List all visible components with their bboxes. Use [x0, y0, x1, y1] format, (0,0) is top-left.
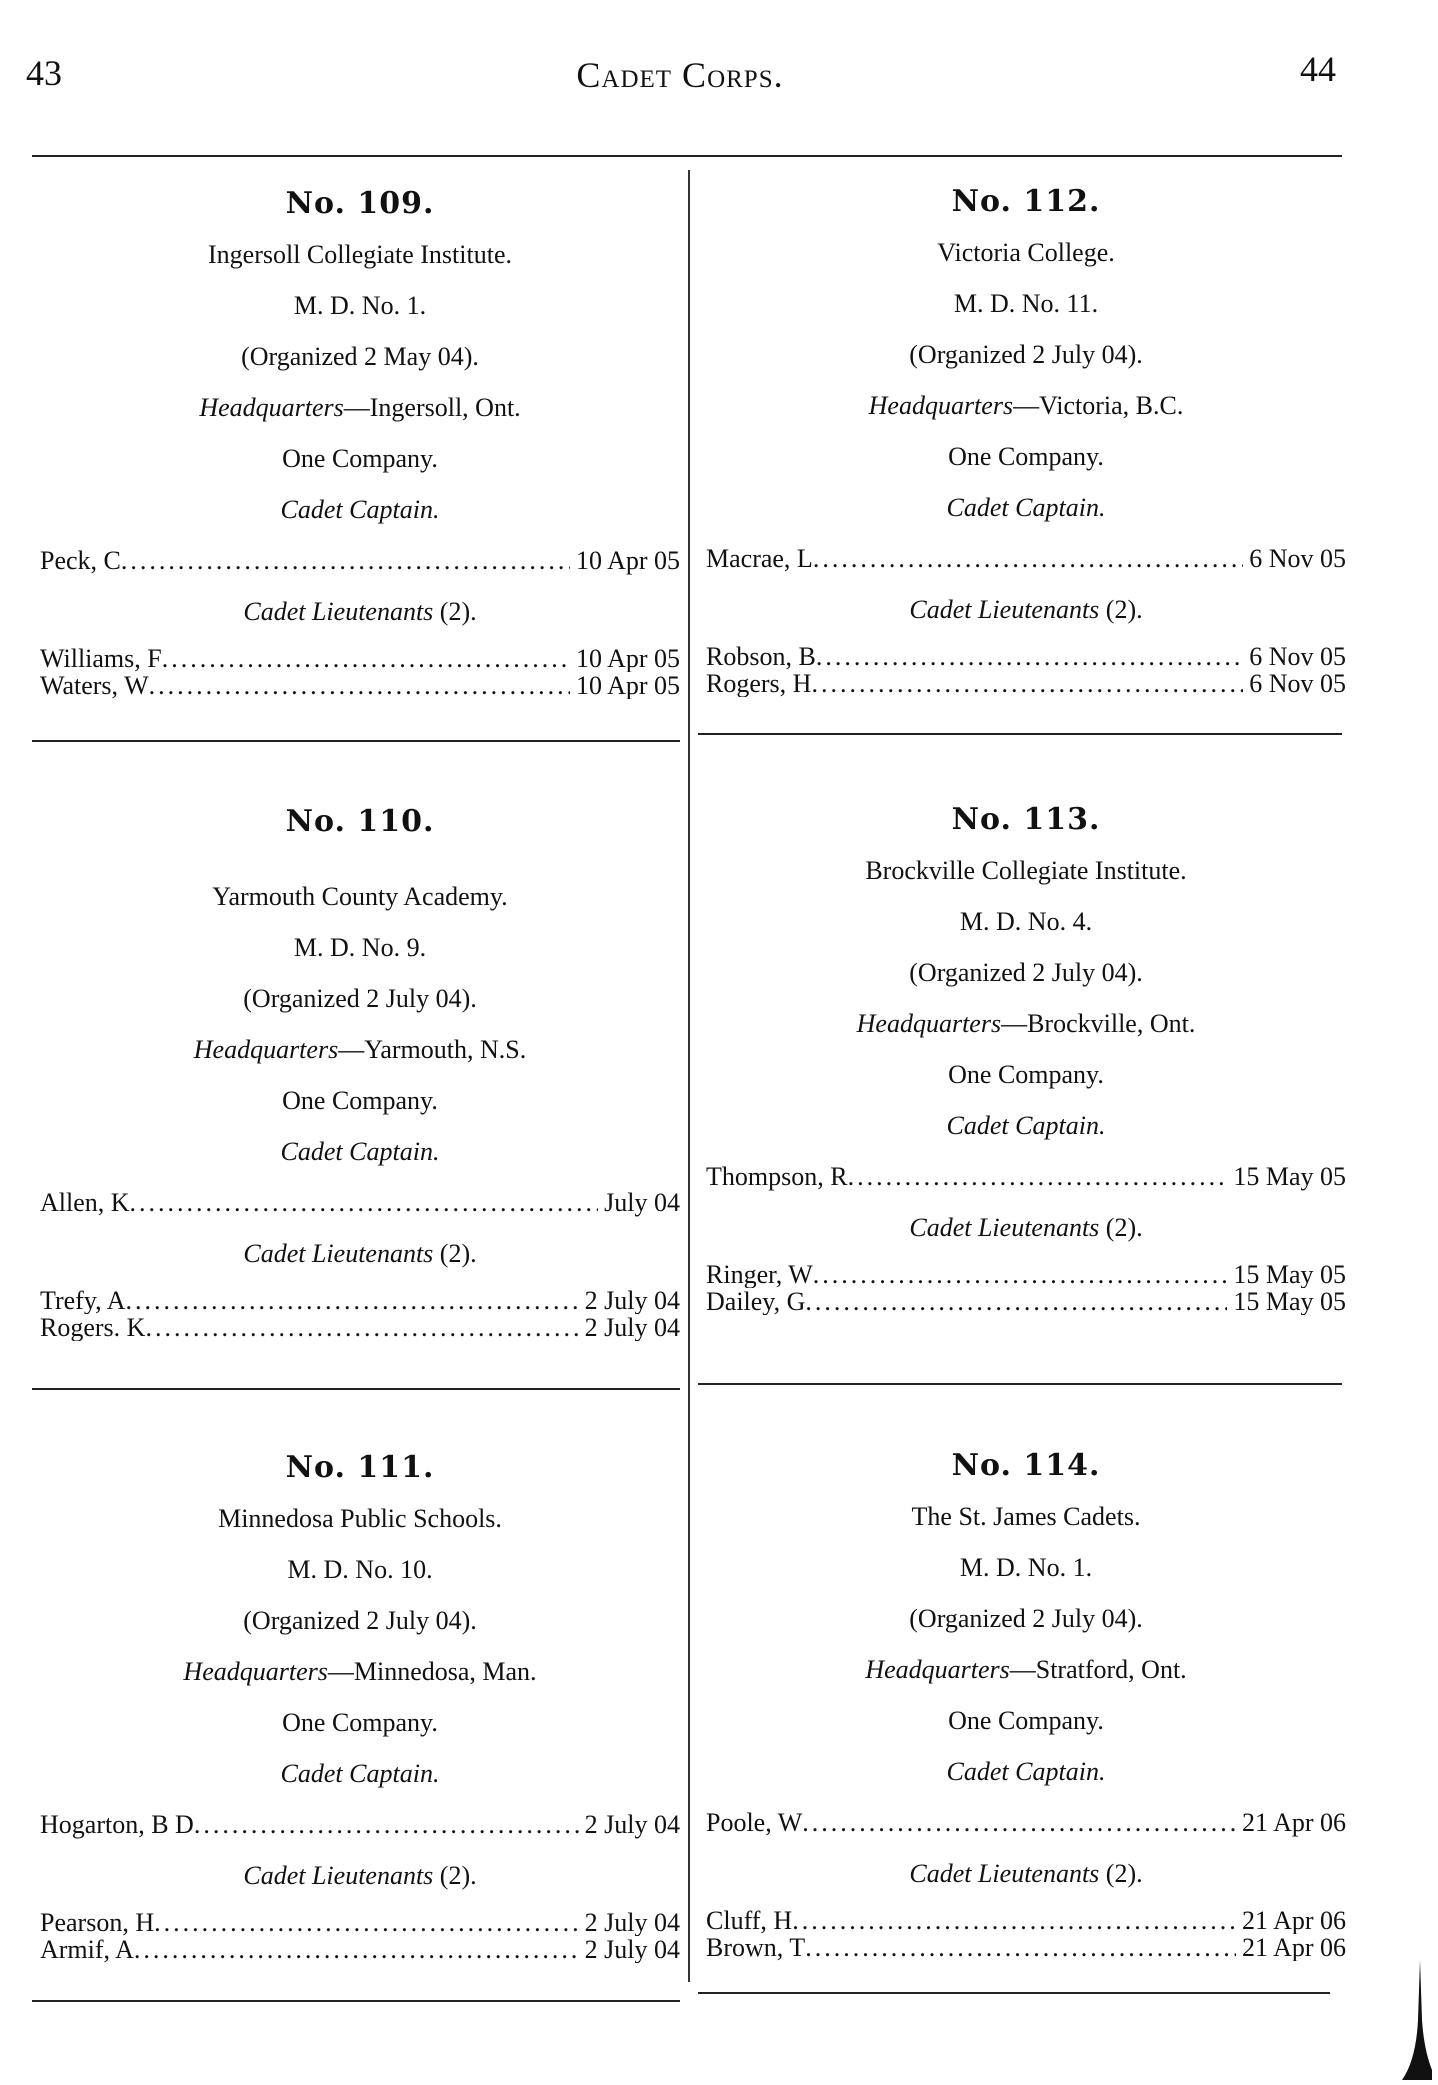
lieutenant-row	[706, 1288, 1346, 1315]
lieutenants-count: (2).	[1105, 1859, 1143, 1888]
companies: One Company.	[948, 1706, 1104, 1735]
entry-separator	[698, 733, 1342, 735]
dot-leader	[802, 1797, 1236, 1848]
lieutenants-heading-label: Cadet Lieutenants	[243, 1861, 434, 1890]
school-name: Yarmouth County Academy.	[212, 882, 508, 911]
lieutenants-count: (2).	[439, 1861, 477, 1890]
headquarters-label: Headquarters	[856, 1009, 1002, 1038]
school-name: Ingersoll Collegiate Institute.	[208, 240, 512, 269]
dot-leader	[149, 672, 570, 699]
dot-leader	[125, 1287, 578, 1314]
entry-number: No. 114.	[951, 1448, 1101, 1483]
organized-date: (Organized 2 July 04).	[909, 340, 1143, 369]
entry-number: No. 112.	[951, 184, 1101, 219]
lieutenants-heading-label: Cadet Lieutenants	[909, 595, 1100, 624]
headquarters-value: —Minnedosa, Man.	[327, 1657, 537, 1686]
captain-row	[40, 535, 680, 586]
military-district: M. D. No. 10.	[287, 1555, 433, 1584]
captain-row	[706, 533, 1346, 584]
officer-name: Macrae, L	[706, 544, 813, 573]
officer-name: Poole, W	[706, 1808, 803, 1837]
captain-heading: Cadet Captain.	[280, 1759, 440, 1788]
lieutenant-row	[40, 672, 680, 699]
appointment-date: 21 Apr 06	[1242, 1934, 1346, 1961]
lieutenants-heading	[706, 1202, 1346, 1253]
captain-heading: Cadet Captain.	[946, 1111, 1106, 1140]
page-header	[0, 0, 1438, 140]
officer-name: Hogarton, B D	[40, 1810, 194, 1839]
headquarters	[40, 1646, 680, 1697]
companies: One Company.	[282, 444, 438, 473]
lieutenant-row	[40, 1936, 680, 1963]
lieutenants-heading	[40, 586, 680, 637]
headquarters	[706, 380, 1346, 431]
dot-leader	[848, 1151, 1228, 1202]
corps-entry	[40, 1442, 680, 1963]
headquarters-label: Headquarters	[199, 393, 344, 422]
headquarters-label: Headquarters	[868, 391, 1014, 420]
entry-number: No. 113.	[951, 802, 1101, 837]
companies: One Company.	[282, 1708, 438, 1737]
dot-leader	[145, 1314, 578, 1341]
officer-name: Rogers, H	[706, 670, 812, 697]
military-district: M. D. No. 4.	[959, 907, 1093, 936]
dot-leader	[792, 1907, 1236, 1934]
appointment-date: 15 May 05	[1233, 1261, 1346, 1288]
entry-number: No. 111.	[285, 1450, 435, 1485]
lieutenants-heading	[706, 1848, 1346, 1899]
officer-name: Rogers. K	[40, 1314, 146, 1341]
entry-separator	[698, 1992, 1330, 1994]
officer-name: Pearson, H	[40, 1909, 155, 1936]
appointment-date: 21 Apr 06	[1242, 1907, 1346, 1934]
captain-heading: Cadet Captain.	[280, 1137, 440, 1166]
appointment-date: 6 Nov 05	[1249, 643, 1346, 670]
corps-entry	[40, 796, 680, 1341]
entry-separator	[32, 1388, 680, 1390]
column-divider	[688, 170, 690, 1982]
appointment-date: 6 Nov 05	[1249, 544, 1346, 573]
appointment-date: 2 July 04	[584, 1287, 680, 1314]
corps-entry	[706, 794, 1346, 1315]
running-title: Cadet Corps.	[576, 55, 784, 95]
headquarters-value: —Ingersoll, Ont.	[343, 393, 521, 422]
entry-number: No. 110.	[285, 804, 435, 839]
appointment-date: 15 May 05	[1233, 1288, 1346, 1315]
officer-name: Brown, T	[706, 1934, 806, 1961]
entry-separator	[32, 740, 680, 742]
dot-leader	[134, 1936, 579, 1963]
headquarters-value: —Stratford, Ont.	[1009, 1655, 1187, 1684]
lieutenants-count: (2).	[439, 597, 477, 626]
headquarters	[706, 1644, 1346, 1695]
lieutenant-row	[40, 645, 680, 672]
appointment-date: 2 July 04	[584, 1314, 680, 1341]
captain-heading: Cadet Captain.	[946, 493, 1106, 522]
officer-name: Cluff, H	[706, 1907, 793, 1934]
headquarters	[40, 1024, 680, 1075]
dot-leader	[811, 670, 1243, 697]
school-name: Brockville Collegiate Institute.	[865, 856, 1187, 885]
dot-leader	[194, 1799, 579, 1850]
lieutenants-heading-label: Cadet Lieutenants	[909, 1859, 1100, 1888]
captain-row	[706, 1797, 1346, 1848]
military-district: M. D. No. 1.	[959, 1553, 1093, 1582]
entry-separator	[32, 2000, 680, 2002]
header-rule	[32, 155, 1342, 157]
lieutenants-heading	[40, 1228, 680, 1279]
dot-leader	[162, 645, 570, 672]
captain-row	[40, 1799, 680, 1850]
school-name: Minnedosa Public Schools.	[218, 1504, 502, 1533]
lieutenants-heading-label: Cadet Lieutenants	[243, 597, 434, 626]
lieutenants-heading-label: Cadet Lieutenants	[909, 1213, 1100, 1242]
officer-name: Peck, C	[40, 546, 121, 575]
captain-row	[706, 1151, 1346, 1202]
headquarters	[40, 382, 680, 433]
lieutenant-row	[706, 1907, 1346, 1934]
lieutenant-row	[706, 643, 1346, 670]
organized-date: (Organized 2 July 04).	[909, 958, 1143, 987]
headquarters-label: Headquarters	[865, 1655, 1010, 1684]
headquarters-value: —Victoria, B.C.	[1013, 391, 1184, 420]
lieutenant-row	[706, 1934, 1346, 1961]
organized-date: (Organized 2 July 04).	[243, 1606, 477, 1635]
headquarters-value: —Brockville, Ont.	[1001, 1009, 1196, 1038]
scan-binding-shadow	[1392, 1960, 1432, 2080]
lieutenants-heading-label: Cadet Lieutenants	[243, 1239, 434, 1268]
appointment-date: 10 Apr 05	[576, 672, 680, 699]
organized-date: (Organized 2 May 04).	[241, 342, 479, 371]
appointment-date: 2 July 04	[584, 1810, 680, 1839]
corps-entry	[706, 176, 1346, 697]
officer-name: Waters, W	[40, 672, 149, 699]
appointment-date: 10 Apr 05	[576, 645, 680, 672]
appointment-date: 15 May 05	[1233, 1162, 1346, 1191]
dot-leader	[813, 1261, 1228, 1288]
organized-date: (Organized 2 July 04).	[243, 984, 477, 1013]
headquarters-label: Headquarters	[193, 1035, 339, 1064]
appointment-date: 2 July 04	[584, 1936, 680, 1963]
military-district: M. D. No. 9.	[293, 933, 427, 962]
officer-name: Allen, K	[40, 1188, 130, 1217]
captain-row	[40, 1177, 680, 1228]
dot-leader	[813, 533, 1243, 584]
lieutenants-count: (2).	[1105, 1213, 1143, 1242]
officer-name: Armif, A	[40, 1936, 134, 1963]
lieutenants-heading	[706, 584, 1346, 635]
appointment-date: 2 July 04	[584, 1909, 680, 1936]
dot-leader	[816, 643, 1243, 670]
lieutenant-row	[40, 1909, 680, 1936]
headquarters-label: Headquarters	[183, 1657, 328, 1686]
corps-entry	[40, 178, 680, 699]
page-number-right: 44	[1300, 49, 1336, 89]
lieutenants-count: (2).	[1105, 595, 1143, 624]
lieutenant-row	[706, 1261, 1346, 1288]
appointment-date: July 04	[604, 1188, 680, 1217]
dot-leader	[154, 1909, 579, 1936]
officer-name: Williams, F	[40, 645, 162, 672]
officer-name: Thompson, R	[706, 1162, 848, 1191]
appointment-date: 6 Nov 05	[1249, 670, 1346, 697]
dot-leader	[130, 1177, 599, 1228]
officer-name: Dailey, G	[706, 1288, 806, 1315]
page-number-left: 43	[26, 53, 62, 93]
lieutenant-row	[40, 1287, 680, 1314]
headquarters-value: —Yarmouth, N.S.	[338, 1035, 527, 1064]
entry-number: No. 109.	[285, 186, 435, 221]
dot-leader	[805, 1934, 1236, 1961]
captain-heading: Cadet Captain.	[946, 1757, 1106, 1786]
officer-name: Ringer, W	[706, 1261, 813, 1288]
appointment-date: 21 Apr 06	[1242, 1808, 1346, 1837]
companies: One Company.	[282, 1086, 438, 1115]
military-district: M. D. No. 1.	[293, 291, 427, 320]
entry-separator	[698, 1383, 1342, 1385]
corps-entry	[706, 1440, 1346, 1961]
school-name: Victoria College.	[937, 238, 1115, 267]
organized-date: (Organized 2 July 04).	[909, 1604, 1143, 1633]
lieutenant-row	[706, 670, 1346, 697]
dot-leader	[805, 1288, 1227, 1315]
companies: One Company.	[948, 442, 1104, 471]
lieutenant-row	[40, 1314, 680, 1341]
school-name: The St. James Cadets.	[911, 1502, 1141, 1531]
military-district: M. D. No. 11.	[953, 289, 1099, 318]
officer-name: Robson, B	[706, 643, 816, 670]
companies: One Company.	[948, 1060, 1104, 1089]
lieutenants-heading	[40, 1850, 680, 1901]
lieutenants-count: (2).	[439, 1239, 477, 1268]
headquarters	[706, 998, 1346, 1049]
officer-name: Trefy, A	[40, 1287, 126, 1314]
dot-leader	[121, 535, 570, 586]
captain-heading: Cadet Captain.	[280, 495, 440, 524]
appointment-date: 10 Apr 05	[576, 546, 680, 575]
